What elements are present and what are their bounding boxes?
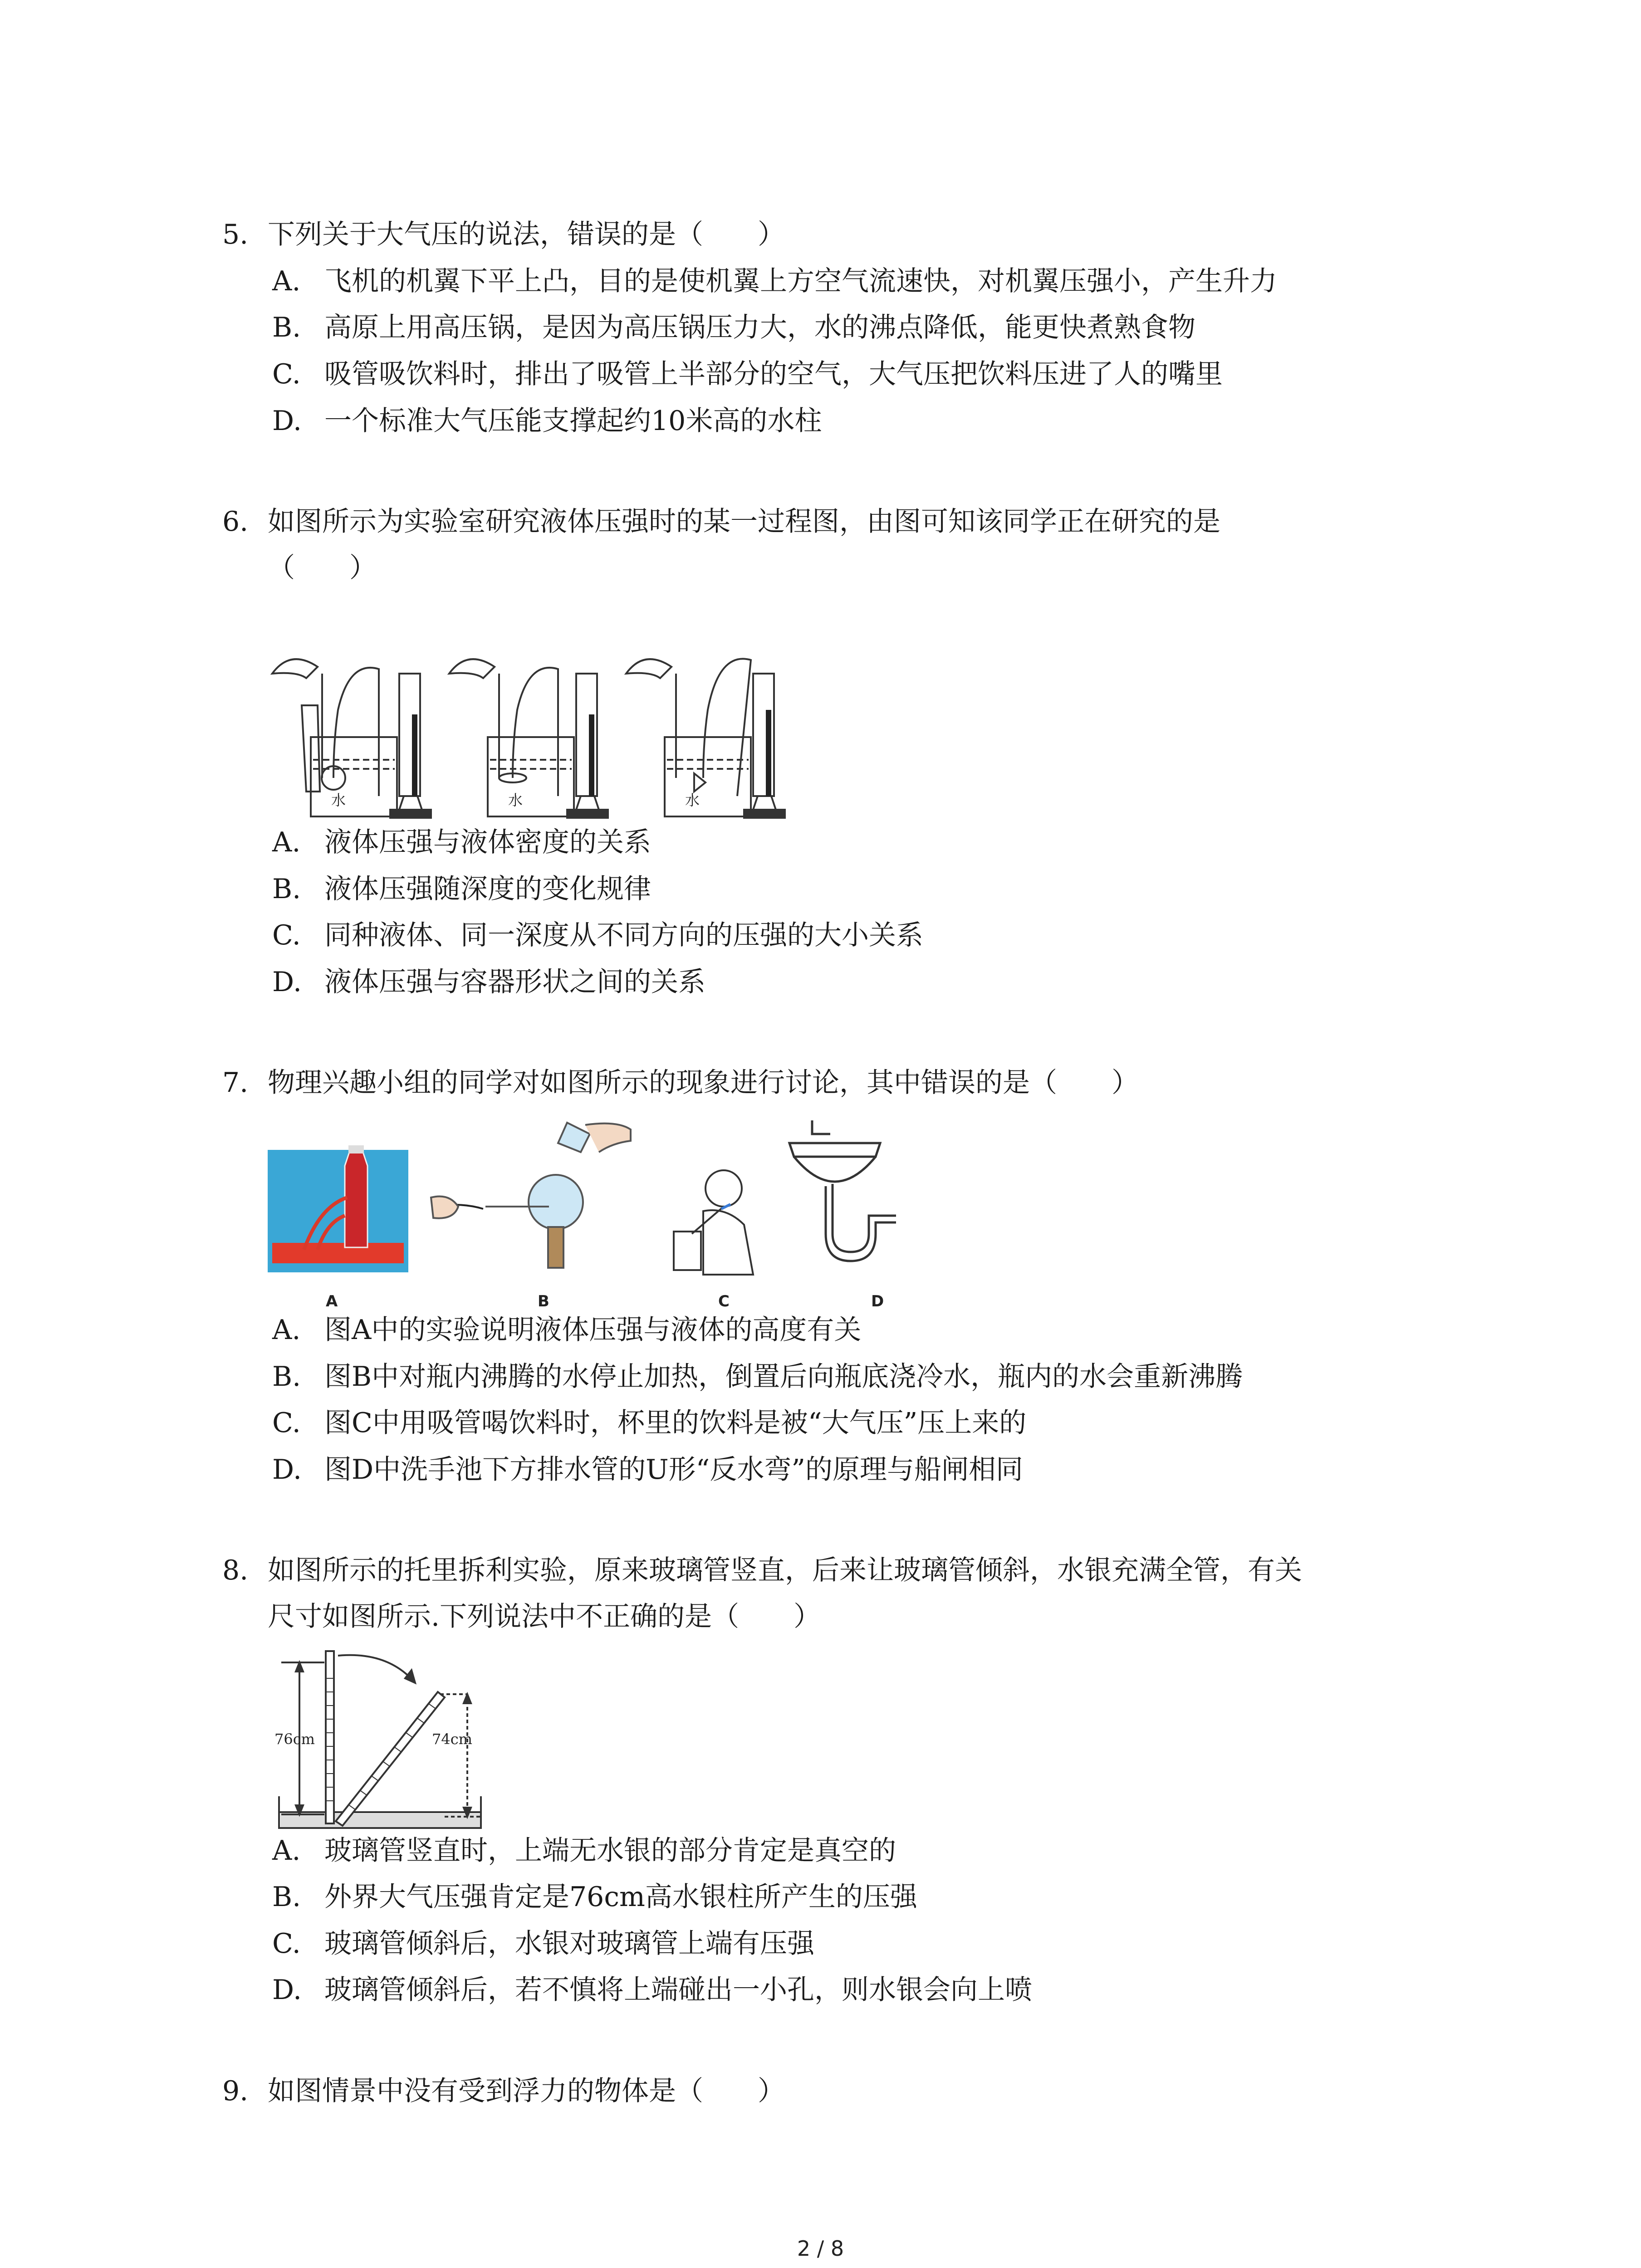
apparatus-2 — [449, 659, 608, 818]
figure-label-d: D — [871, 1292, 884, 1310]
option-text: 一个标准大气压能支撑起约10米高的水柱 — [324, 405, 822, 437]
question-6-stem-continued: （ ） — [268, 552, 377, 584]
question-7-option-b[interactable] — [272, 1362, 1243, 1391]
dimension-76cm: 76cm — [274, 1730, 315, 1748]
question-text: 如图所示为实验室研究液体压强时的某一过程图，由图可知该同学正在研究的是 — [268, 506, 1220, 538]
liquid-pressure-figure — [268, 642, 803, 823]
option-text: 飞机的机翼下平上凸，目的是使机翼上方空气流速快，对机翼压强小，产生升力 — [324, 265, 1277, 297]
question-5-option-b[interactable] — [272, 313, 1195, 342]
figure-label-b: B — [538, 1292, 549, 1310]
option-text: 图B中对瓶内沸腾的水停止加热，倒置后向瓶底浇冷水，瓶内的水会重新沸腾 — [324, 1361, 1243, 1393]
option-letter: A. — [272, 826, 301, 858]
figure-label-c: C — [718, 1292, 730, 1310]
question-9-stem — [222, 2077, 785, 2106]
question-8-option-a[interactable] — [272, 1836, 896, 1865]
option-letter: B. — [272, 1881, 301, 1913]
option-letter: A. — [272, 1314, 301, 1346]
question-5-option-a[interactable] — [272, 267, 1277, 296]
option-letter: C. — [272, 1407, 301, 1439]
question-8-stem — [222, 1556, 1302, 1585]
question-8-stem-continued: 尺寸如图所示.下列说法中不正确的是（ ） — [268, 1601, 821, 1633]
option-text: 图D中洗手池下方排水管的U形“反水弯”的原理与船闸相同 — [324, 1454, 1024, 1486]
option-text: 玻璃管倾斜后，水银对玻璃管上端有压强 — [324, 1928, 814, 1960]
question-number: 9. — [222, 2075, 249, 2107]
question-8-option-b[interactable] — [272, 1882, 917, 1911]
question-5-option-d[interactable] — [272, 406, 822, 435]
option-text: 玻璃管竖直时，上端无水银的部分肯定是真空的 — [324, 1835, 896, 1867]
question-6-option-b[interactable] — [272, 875, 651, 904]
option-text: 高原上用高压锅，是因为高压锅压力大，水的沸点降低，能更快煮熟食物 — [324, 312, 1195, 343]
option-letter: B. — [272, 873, 301, 905]
question-8-option-c[interactable] — [272, 1929, 814, 1958]
option-letter: C. — [272, 919, 301, 951]
question-7-stem — [222, 1068, 1139, 1097]
question-8-option-d[interactable] — [272, 1975, 1032, 2004]
option-text: 吸管吸饮料时，排出了吸管上半部分的空气，大气压把饮料压进了人的嘴里 — [324, 358, 1223, 390]
option-text: 玻璃管倾斜后，若不慎将上端碰出一小孔，则水银会向上喷 — [324, 1974, 1032, 2006]
question-6-stem — [222, 507, 1220, 536]
apparatus-1 — [272, 659, 431, 818]
option-letter: C. — [272, 358, 301, 390]
option-text: 外界大气压强肯定是76cm高水银柱所产生的压强 — [324, 1881, 917, 1913]
option-text: 图A中的实验说明液体压强与液体的高度有关 — [324, 1314, 862, 1346]
question-5-stem — [222, 220, 785, 249]
page-number: 2 / 8 — [797, 2236, 844, 2261]
option-letter: B. — [272, 312, 301, 343]
option-letter: D. — [272, 1974, 302, 2006]
water-label-2: 水 — [508, 792, 523, 809]
figure-label-a: A — [326, 1292, 338, 1310]
question-text: 如图情景中没有受到浮力的物体是（ ） — [268, 2075, 785, 2107]
question-number: 6. — [222, 506, 249, 538]
option-text: 同种液体、同一深度从不同方向的压强的大小关系 — [324, 919, 923, 951]
option-text: 液体压强与液体密度的关系 — [324, 826, 651, 858]
option-text: 图C中用吸管喝饮料时，杯里的饮料是被“大气压”压上来的 — [324, 1407, 1027, 1439]
torricelli-figure — [272, 1642, 490, 1837]
question-number: 7. — [222, 1067, 249, 1099]
option-letter: A. — [272, 1835, 301, 1867]
apparatus-3 — [626, 659, 785, 818]
question-6-option-d[interactable] — [272, 968, 705, 997]
figure-d-sink — [789, 1120, 896, 1261]
question-text: 如图所示的托里拆利实验，原来玻璃管竖直，后来让玻璃管倾斜，水银充满全管，有关 — [268, 1554, 1302, 1586]
question-text: 下列关于大气压的说法，错误的是（ ） — [268, 219, 785, 250]
figure-a-bottle — [268, 1145, 408, 1272]
question-number: 8. — [222, 1554, 249, 1586]
phenomena-figure — [268, 1111, 975, 1311]
option-letter: A. — [272, 265, 301, 297]
question-text: 物理兴趣小组的同学对如图所示的现象进行讨论，其中错误的是（ ） — [268, 1067, 1139, 1099]
option-letter: C. — [272, 1928, 301, 1960]
option-letter: B. — [272, 1361, 301, 1393]
option-letter: D. — [272, 966, 302, 998]
option-letter: D. — [272, 405, 302, 437]
question-7-option-c[interactable] — [272, 1408, 1026, 1437]
question-6-option-c[interactable] — [272, 921, 923, 950]
question-7-option-d[interactable] — [272, 1455, 1023, 1484]
question-number: 5. — [222, 219, 249, 250]
water-label-1: 水 — [331, 792, 346, 809]
option-letter: D. — [272, 1454, 302, 1486]
question-7-option-a[interactable] — [272, 1315, 861, 1344]
question-6-option-a[interactable] — [272, 828, 651, 857]
dimension-74cm: 74cm — [432, 1730, 472, 1748]
water-label-3: 水 — [685, 792, 700, 809]
figure-c-person — [674, 1170, 753, 1275]
option-text: 液体压强随深度的变化规律 — [324, 873, 651, 905]
question-5-option-c[interactable] — [272, 360, 1223, 389]
option-text: 液体压强与容器形状之间的关系 — [324, 966, 705, 998]
